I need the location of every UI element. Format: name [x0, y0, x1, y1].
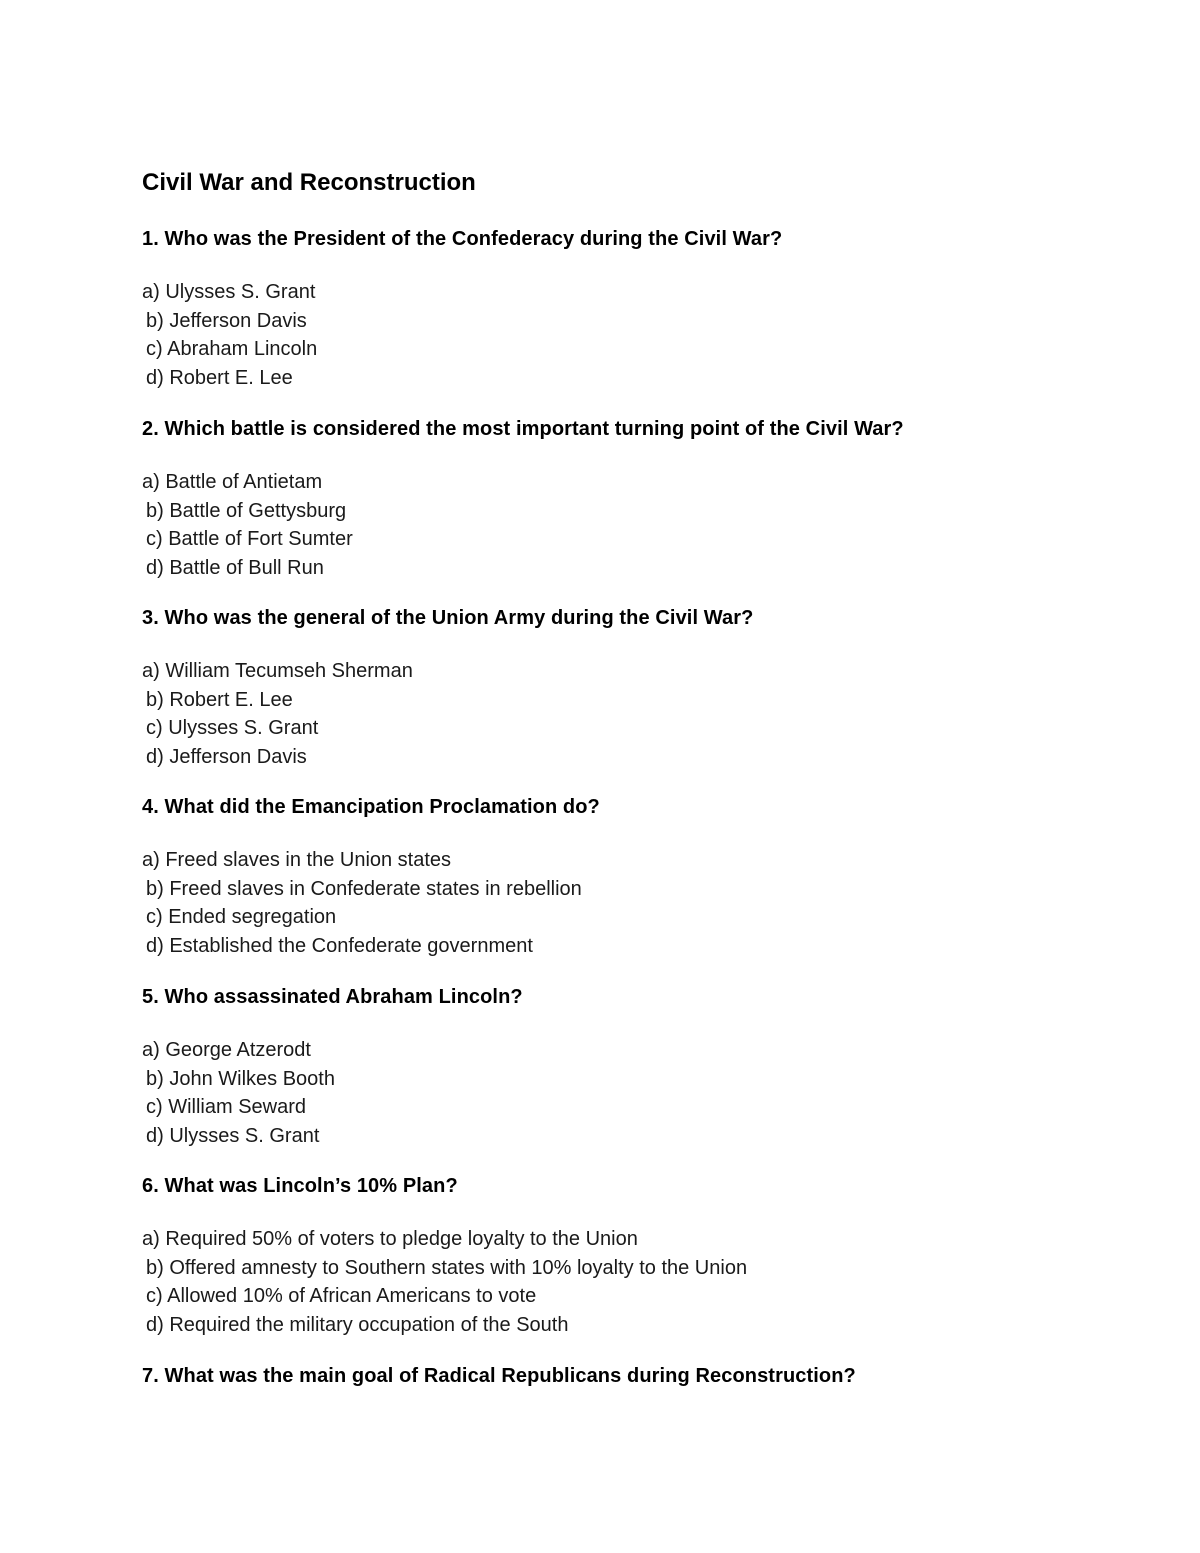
answer-options — [142, 846, 1142, 960]
document-title: Civil War and Reconstruction — [142, 169, 476, 196]
question-3 — [142, 605, 1142, 771]
answer-option: b) Jefferson Davis — [146, 309, 307, 332]
answer-options — [142, 1036, 1142, 1150]
answer-option: c) Ulysses S. Grant — [146, 717, 319, 739]
answer-option: a) Required 50% of voters to pledge loyalty to the Union — [142, 1228, 638, 1250]
answer-options — [142, 278, 1142, 392]
answer-option: d) Established the Confederate government — [146, 934, 533, 957]
answer-option: b) Battle of Gettysburg — [146, 499, 347, 522]
answer-option: b) John Wilkes Booth — [146, 1067, 335, 1090]
question-6 — [142, 1173, 1142, 1339]
answer-option: a) Ulysses S. Grant — [142, 281, 316, 303]
answer-option: c) William Seward — [146, 1096, 307, 1118]
answer-option: c) Abraham Lincoln — [146, 338, 318, 360]
question-7 — [142, 1363, 1142, 1389]
answer-option: a) William Tecumseh Sherman — [142, 660, 413, 682]
answer-option: b) Robert E. Lee — [146, 688, 293, 711]
answer-option: d) Battle of Bull Run — [146, 556, 324, 579]
answer-option: d) Required the military occupation of the South — [146, 1313, 569, 1336]
answer-option: a) Battle of Antietam — [142, 471, 323, 493]
question-text: 5. Who assassinated Abraham Lincoln? — [142, 986, 523, 1008]
question-text: 3. Who was the general of the Union Army during the Civil War? — [142, 607, 754, 629]
question-text: 1. Who was the President of the Confederacy during the Civil War? — [142, 228, 783, 250]
answer-option: a) Freed slaves in the Union states — [142, 849, 452, 871]
answer-options — [142, 657, 1142, 771]
question-5 — [142, 984, 1142, 1150]
question-text: 4. What did the Emancipation Proclamation do? — [142, 796, 600, 818]
question-text: 6. What was Lincoln’s 10% Plan? — [142, 1175, 458, 1197]
answer-option: d) Robert E. Lee — [146, 366, 293, 389]
answer-option: b) Freed slaves in Confederate states in rebellion — [146, 877, 582, 900]
answer-option: d) Jefferson Davis — [146, 745, 307, 768]
answer-options — [142, 1225, 1142, 1339]
answer-options — [142, 468, 1142, 582]
question-text: 7. What was the main goal of Radical Republicans during Reconstruction? — [142, 1365, 856, 1387]
answer-option: a) George Atzerodt — [142, 1039, 311, 1061]
question-2 — [142, 416, 1142, 582]
answer-option: d) Ulysses S. Grant — [146, 1124, 320, 1147]
question-4 — [142, 794, 1142, 960]
answer-option: c) Battle of Fort Sumter — [146, 528, 353, 550]
answer-option: b) Offered amnesty to Southern states with 10% loyalty to the Union — [146, 1256, 748, 1279]
question-text: 2. Which battle is considered the most important turning point of the Civil War? — [142, 418, 904, 440]
answer-option: c) Allowed 10% of African Americans to vote — [146, 1285, 537, 1307]
answer-option: c) Ended segregation — [146, 906, 337, 928]
question-1 — [142, 226, 1142, 392]
